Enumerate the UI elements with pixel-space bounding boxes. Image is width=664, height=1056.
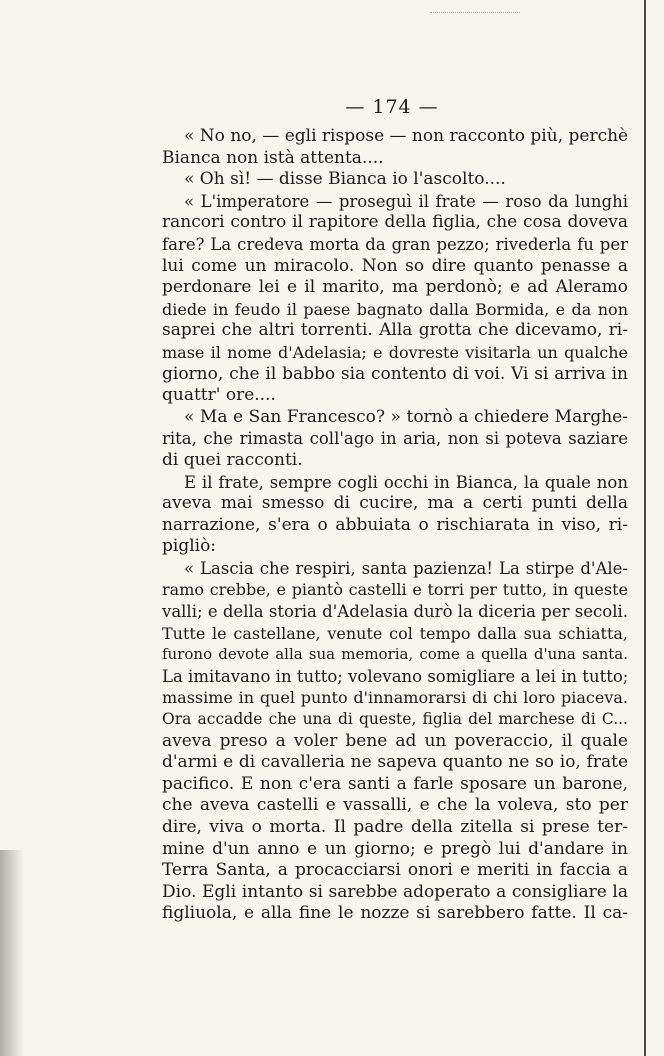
text-line: « Oh sì! — disse Bianca io l'ascolto.... [184,169,506,190]
text-line: saprei che altri torrenti. Alla grotta che dicevamo, ri- [162,320,628,341]
text-line: che aveva castelli e vassalli, e che la voleva, sto per [162,795,628,816]
text-line: aveva preso a voler bene ad un poveraccio, il quale [162,730,628,751]
page-top-smudge [430,0,520,13]
text-line: furono devote alla sua memoria, come a quella d'una santa. [162,645,628,664]
text-line: dire, viva o morta. Il padre della zitella si prese ter- [162,817,628,837]
text-line: mase il nome d'Adelasia; e dovreste visitarla un qualche [162,342,628,362]
text-line: « Lascia che respiri, santa pazienza! La stirpe d'Ale- [184,558,628,578]
text-line: d'armi e di cavalleria ne sapeva quanto ne so io, frate [162,752,628,773]
body-text [162,126,628,925]
text-line: quattr' ore.... [162,385,276,406]
text-line: perdonare lei e il marito, ma perdonò; e ad Aleramo [162,277,628,298]
text-line: mine d'un anno e un giorno; e pregò lui d'andare in [162,838,628,859]
text-line: pigliò: [162,536,217,557]
text-line: diede in feudo il paese bagnato dalla Bormida, e da non [162,299,628,319]
page-margin-stain [0,850,24,1056]
text-line: giorno, che il babbo sia contento di voi. Vi si arriva in [162,363,628,384]
text-line: « Ma e San Francesco? » tornò a chiedere Marghe- [184,406,628,427]
text-line: massime in quel punto d'innamorarsi di chi loro piaceva. [162,688,628,708]
text-line: rita, che rimasta coll'ago in aria, non si poteva saziare [162,429,628,449]
text-line: pacifico. E non c'era santi a farle sposare un barone, [162,773,628,794]
text-line: La imitavano in tutto; volevano somigliare a lei in tutto; [162,666,628,686]
text-line: Tutte le castellane, venute col tempo dalla sua schiatta, [162,623,628,643]
text-line: Bianca non istà attenta.... [162,147,384,168]
text-line: rancori contro il rapitore della figlia, che cosa doveva [162,212,628,233]
text-line: ramo crebbe, e piantò castelli e torri per tutto, in queste [162,580,628,600]
text-line: E il frate, sempre cogli occhi in Bianca, la quale non [184,472,628,492]
text-line: fare? La credeva morta da gran pezzo; rivederla fu per [162,234,628,254]
page-edge-shadow [644,0,646,1056]
text-line: Dio. Egli intanto si sarebbe adoperato a consigliare la [162,881,628,902]
text-line: « No no, — egli rispose — non racconto più, perchè [184,126,628,146]
text-line: Ora accadde che una di queste, figlia del marchese di C... [162,710,628,729]
page-number: — 174 — [345,96,439,118]
text-line: lui come un miracolo. Non so dire quanto penasse a [162,255,628,276]
text-line: Terra Santa, a procacciarsi onori e meriti in faccia a [162,860,628,881]
text-line: di quei racconti. [162,449,303,470]
text-line: figliuola, e alla fine le nozze si sarebbero fatte. Il ca- [162,903,628,924]
text-line: aveva mai smesso di cucire, ma a certi punti della [162,493,628,514]
text-line: narrazione, s'era o abbuiata o rischiarata in viso, ri- [162,514,628,535]
text-line: « L'imperatore — proseguì il frate — roso da lunghi [184,191,628,211]
text-line: valli; e della storia d'Adelasia durò la diceria per secoli. [162,602,628,622]
